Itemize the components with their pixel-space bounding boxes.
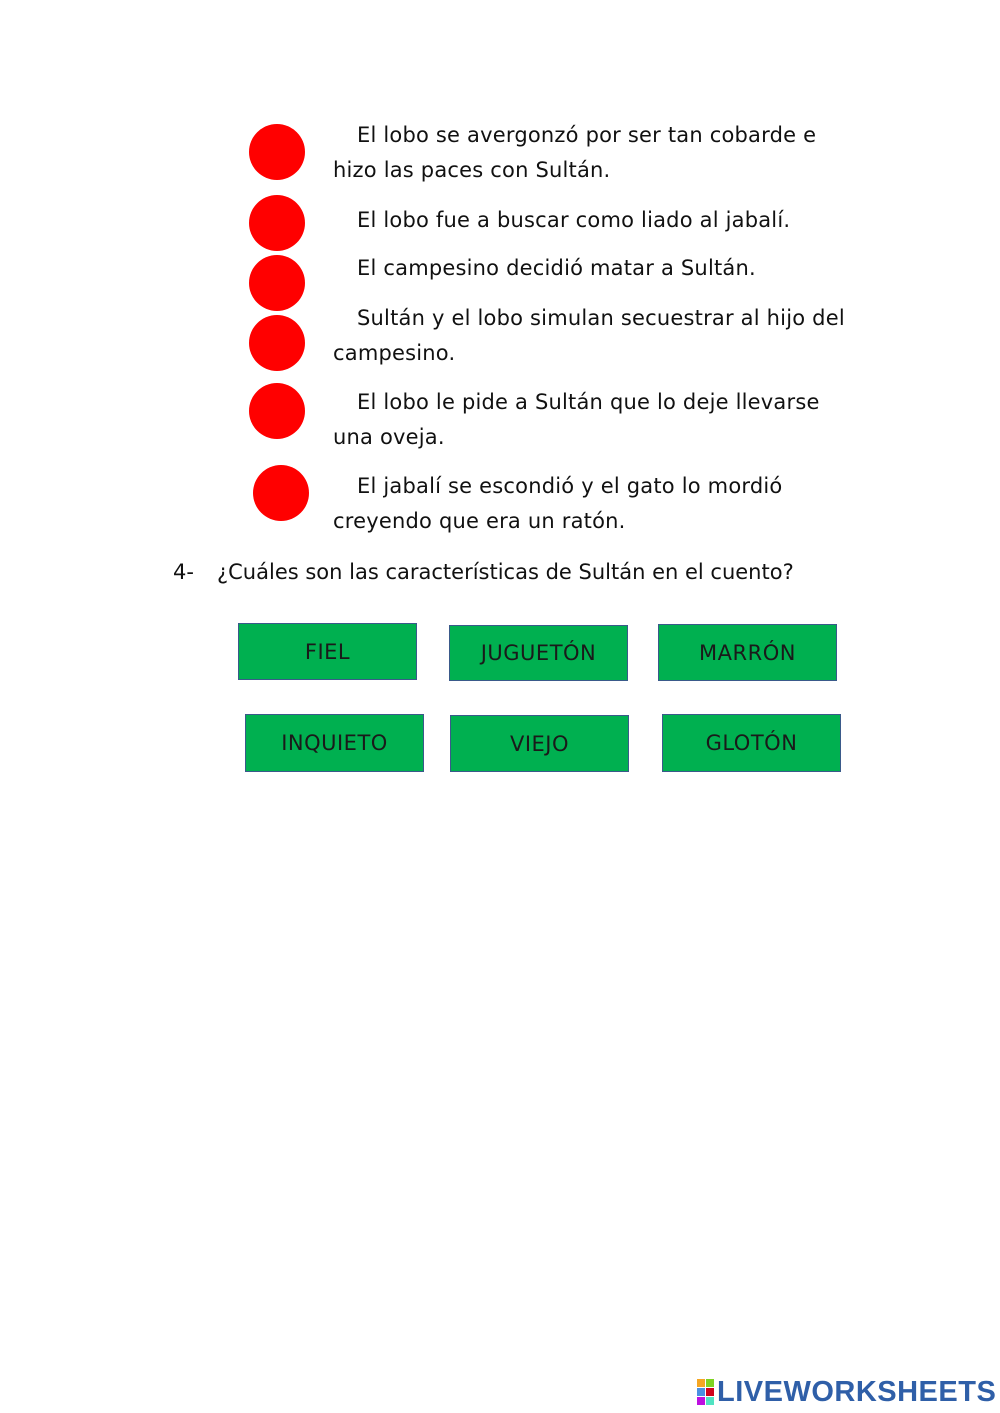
option-viejo[interactable]: VIEJO bbox=[450, 715, 629, 772]
option-gloton[interactable]: GLOTÓN bbox=[662, 714, 841, 772]
event-sentence-1: El lobo se avergonzó por ser tan cobarde e hizo las paces con Sultán. bbox=[333, 123, 817, 182]
event-sentence-5: El lobo le pide a Sultán que lo deje llevarse una oveja. bbox=[333, 390, 820, 449]
question-number: 4- bbox=[173, 560, 194, 584]
option-jugueton[interactable]: JUGUETÓN bbox=[449, 625, 628, 681]
option-inquieto[interactable]: INQUIETO bbox=[245, 714, 424, 772]
option-fiel[interactable]: FIEL bbox=[238, 623, 417, 680]
match-dot-4[interactable] bbox=[249, 315, 305, 371]
match-dot-5[interactable] bbox=[249, 383, 305, 439]
match-dot-3[interactable] bbox=[249, 255, 305, 311]
question-4 bbox=[173, 555, 794, 590]
match-dot-2[interactable] bbox=[249, 195, 305, 251]
event-sentence-4: Sultán y el lobo simulan secuestrar al hijo del campesino. bbox=[333, 306, 845, 365]
liveworksheets-logo-text: LIVEWORKSHEETS bbox=[717, 1375, 997, 1408]
liveworksheets-logo-icon bbox=[697, 1379, 714, 1405]
option-marron[interactable]: MARRÓN bbox=[658, 624, 837, 681]
event-sentence-2: El lobo fue a buscar como liado al jabalí. bbox=[357, 208, 791, 232]
match-dot-6[interactable] bbox=[253, 465, 309, 521]
event-sentence-3: El campesino decidió matar a Sultán. bbox=[357, 256, 756, 280]
event-sentence-6: El jabalí se escondió y el gato lo mordió creyendo que era un ratón. bbox=[333, 474, 783, 533]
liveworksheets-logo bbox=[697, 1374, 996, 1410]
match-dot-1[interactable] bbox=[249, 124, 305, 180]
question-text: ¿Cuáles son las características de Sultán en el cuento? bbox=[217, 560, 794, 584]
